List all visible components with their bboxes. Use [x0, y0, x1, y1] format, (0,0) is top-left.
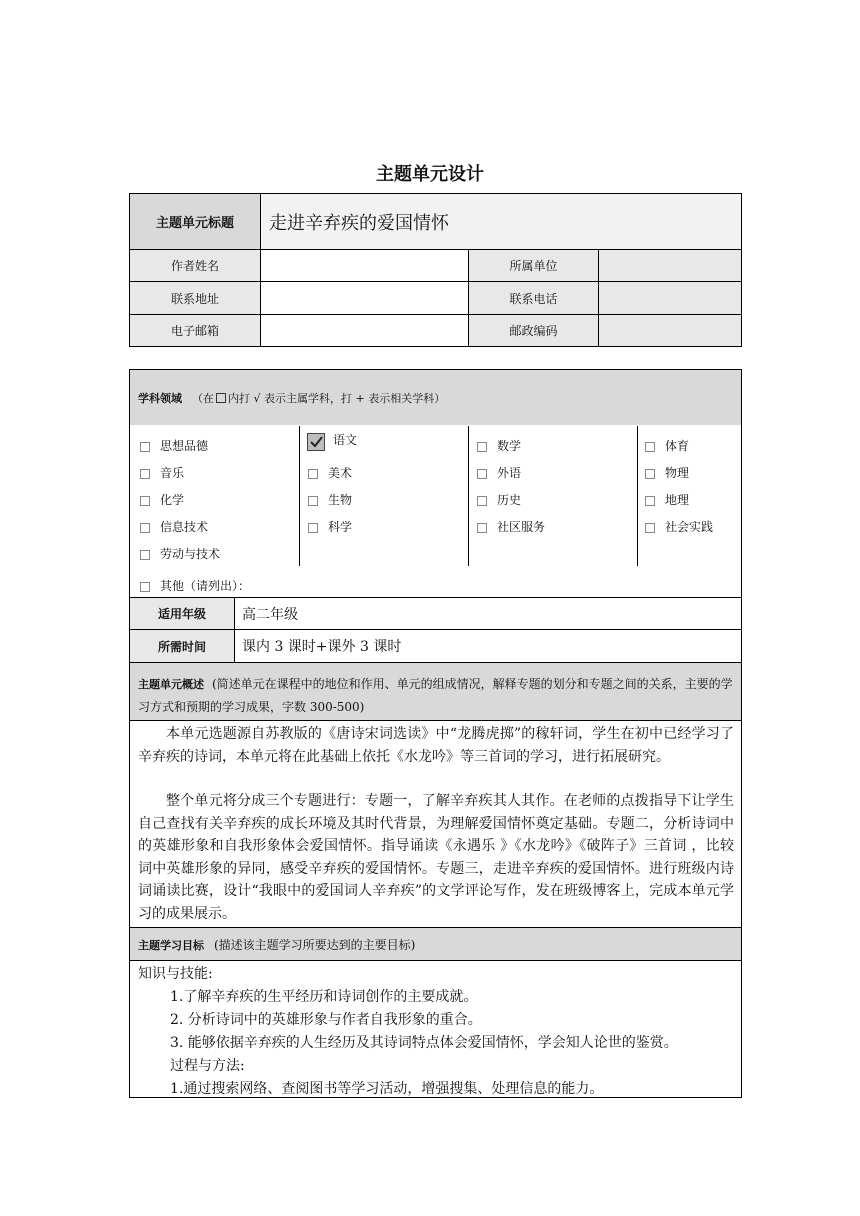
overview-paragraph-2: 整个单元将分成三个专题进行：专题一，了解辛弃疾其人其作。在老师的点拨指导下让学生自己查找有关辛弃疾的成长环境及其时代背景，为理解爱国情怀奠定基础。专题二，分析诗词中的英雄形象和自我形象体会爱国情怀。指导诵读《永遇乐 》《水龙吟》《破阵子》三首词 ，比较词中英雄形象的异同，感受辛弃疾的爱国情怀。专题三，走进辛弃疾的爱国情怀。进行班级内诗词诵读比赛，设计“我眼中的爱国词人辛弃疾”的文学评论写作，发在班级博客上，完成本单元学习的成果展示。 — [138, 793, 734, 922]
phone-label: 联系电话 — [509, 291, 558, 306]
phone-field[interactable] — [599, 282, 741, 314]
grade-label-cell — [130, 598, 234, 629]
subject-note-a: （在 — [192, 391, 214, 405]
checkbox-icon — [308, 496, 318, 506]
checkbox-icon — [645, 523, 655, 533]
subject-yinyue[interactable]: 音乐 — [140, 464, 184, 481]
author-label: 作者姓名 — [170, 259, 219, 273]
email-label-cell — [130, 315, 260, 346]
subject-kexue[interactable]: 科学 — [308, 518, 352, 535]
subject-other[interactable]: 其他（请列出）： — [140, 577, 250, 594]
time-label: 所需时间 — [157, 639, 206, 654]
title-label: 主题单元标题 — [155, 216, 234, 231]
checkmark-icon — [307, 433, 325, 451]
checkbox-icon — [645, 496, 655, 506]
subject-lishi[interactable]: 历史 — [477, 491, 521, 508]
subject-waiyu[interactable]: 外语 — [477, 464, 521, 481]
address-label-cell — [130, 282, 260, 314]
subject-sixiang[interactable]: 思想品德 — [140, 437, 208, 454]
address-label: 联系地址 — [170, 291, 219, 306]
postcode-label-cell — [469, 315, 598, 346]
goals-line: 3. 能够依据辛弃疾的人生经历及其诗词特点体会爱国情怀，学会知人论世的鉴赏。 — [170, 1035, 678, 1051]
subject-tiyu[interactable]: 体育 — [645, 437, 689, 454]
subject-yuwen[interactable]: 语文 — [307, 433, 357, 451]
checkbox-icon — [308, 469, 318, 479]
unit-label-cell — [469, 250, 598, 281]
overview-header — [130, 663, 741, 720]
checkbox-icon — [140, 496, 150, 506]
checkbox-icon — [477, 442, 487, 452]
unit-label: 所属单位 — [509, 259, 558, 273]
checkbox-icon — [477, 469, 487, 479]
checkbox-icon — [140, 523, 150, 533]
subject-huaxue[interactable]: 化学 — [140, 491, 184, 508]
author-label-cell — [130, 250, 260, 281]
subject-shequ[interactable]: 社区服务 — [477, 518, 545, 535]
subject-label: 学科领域 — [138, 391, 182, 405]
checkbox-icon — [645, 442, 655, 452]
overview-note: (简述单元在课程中的地位和作用、单元的组成情况，解释专题的划分和专题之间的关系，主要的学习方式和预期的学习成果，字数 300-500) — [138, 677, 733, 714]
document-title: 主题单元设计 — [376, 164, 484, 185]
subject-shengwu[interactable]: 生物 — [308, 491, 352, 508]
unit-field[interactable] — [599, 250, 741, 281]
goals-note: (描述该主题学习所要达到的主要目标) — [214, 938, 416, 952]
checkbox-icon — [140, 442, 150, 452]
checkbox-icon — [140, 469, 150, 479]
email-field[interactable] — [261, 315, 468, 346]
grade-label: 适用年级 — [157, 607, 206, 621]
subject-dili[interactable]: 地理 — [645, 491, 689, 508]
postcode-field[interactable] — [599, 315, 741, 346]
time-value: 课内 3 课时+课外 3 课时 — [242, 639, 402, 655]
goals-line: 知识与技能: — [138, 966, 213, 982]
title-value-cell — [261, 194, 741, 249]
subject-shuxue[interactable]: 数学 — [477, 437, 521, 454]
goals-line: 过程与方法: — [170, 1058, 245, 1074]
subject-wuli[interactable]: 物理 — [645, 464, 689, 481]
checkbox-icon — [477, 496, 487, 506]
subject-header — [130, 370, 741, 425]
checkbox-icon — [140, 582, 150, 592]
goals-line: 1.通过搜索网络、查阅图书等学习活动，增强搜集、处理信息的能力。 — [170, 1081, 604, 1097]
checkbox-icon — [308, 523, 318, 533]
header-table — [129, 193, 742, 347]
subject-note-b: 内打 √ 表示主属学科，打 + 表示相关学科） — [228, 391, 446, 405]
author-field[interactable] — [261, 250, 468, 281]
time-label-cell — [130, 630, 234, 662]
goals-header — [130, 928, 741, 960]
phone-label-cell — [469, 282, 598, 314]
postcode-label: 邮政编码 — [509, 324, 558, 338]
checkbox-icon — [477, 523, 487, 533]
unit-title: 走进辛弃疾的爱国情怀 — [269, 212, 449, 234]
title-label-cell — [130, 194, 260, 249]
goals-line: 1.了解辛弃疾的生平经历和诗词创作的主要成就。 — [170, 989, 478, 1005]
address-field[interactable] — [261, 282, 468, 314]
overview-paragraph-1: 本单元选题源自苏教版的《唐诗宋词选读》中“龙腾虎掷”的稼轩词，学生在初中已经学习了辛弃疾的诗词，本单元将在此基础上依托《水龙吟》等三首词的学习，进行拓展研究。 — [138, 726, 734, 765]
checkbox-icon — [216, 393, 226, 403]
grade-value: 高二年级 — [242, 606, 298, 623]
subject-laodong[interactable]: 劳动与技术 — [140, 545, 220, 562]
goals-label: 主题学习目标 — [138, 939, 204, 952]
subject-meishu[interactable]: 美术 — [308, 464, 352, 481]
overview-label: 主题单元概述 — [138, 678, 204, 691]
goals-line: 2. 分析诗词中的英雄形象与作者自我形象的重合。 — [170, 1012, 482, 1028]
email-label: 电子邮箱 — [170, 324, 219, 338]
subject-shehui[interactable]: 社会实践 — [645, 518, 713, 535]
checkbox-icon — [140, 550, 150, 560]
subject-xinxi[interactable]: 信息技术 — [140, 518, 208, 535]
checkbox-icon — [645, 469, 655, 479]
